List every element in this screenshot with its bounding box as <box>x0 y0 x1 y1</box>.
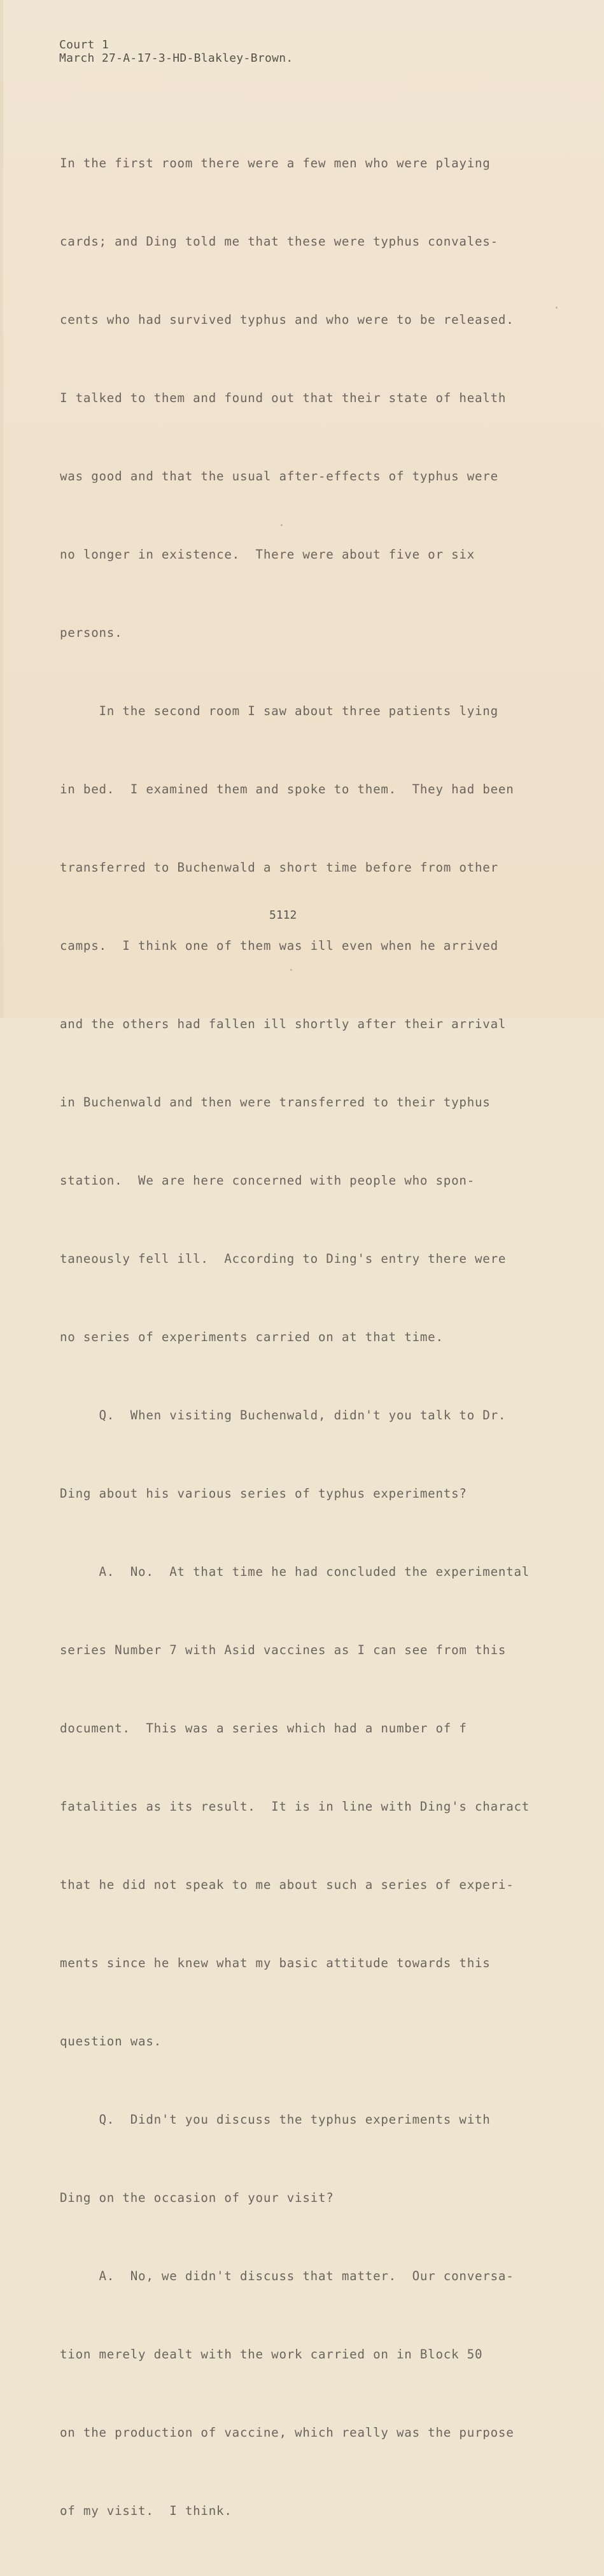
text-line: Q. Didn't you discuss the typhus experiments with <box>60 2112 491 2127</box>
text-line: station. We are here concerned with people who spon- <box>60 1173 475 1188</box>
page-number: 5112 <box>269 909 297 922</box>
text-line: In the second room I saw about three patients lying <box>60 704 498 718</box>
text-line: no longer in existence. There were about five or six <box>60 547 475 562</box>
text-line: on the production of vaccine, which really was the purpose <box>60 2425 514 2440</box>
paper-speck <box>290 969 292 971</box>
text-line: A. No. At that time he had concluded the experimental <box>60 1564 530 1579</box>
text-line: Q. When visiting Buchenwald, didn't you talk to Dr. <box>60 1408 507 1423</box>
text-line: cents who had survived typhus and who were to be released. <box>60 312 514 327</box>
text-line: was good and that the usual after-effects of typhus were <box>60 469 498 484</box>
text-line: In the first room there were a few men who were playing <box>60 156 491 171</box>
text-line: ments since he knew what my basic attitude towards this <box>60 1956 491 1970</box>
text-line: I talked to them and found out that their state of health <box>60 391 507 405</box>
text-line: and the others had fallen ill shortly after their arrival <box>60 1017 507 1031</box>
text-line: Ding about his various series of typhus experiments? <box>60 1486 467 1501</box>
text-line: A. No, we didn't discuss that matter. Our conversa- <box>60 2269 514 2283</box>
text-line: camps. I think one of them was ill even when he arrived <box>60 938 498 953</box>
text-line: tion merely dealt with the work carried on in Block 50 <box>60 2347 483 2362</box>
paper-speck <box>556 307 558 309</box>
testimony-body <box>60 98 563 2576</box>
text-line: persons. <box>60 625 123 640</box>
text-line: transferred to Buchenwald a short time before from other <box>60 860 498 875</box>
text-line: in bed. I examined them and spoke to them. They had been <box>60 782 514 797</box>
text-line: series Number 7 with Asid vaccines as I can see from this <box>60 1643 507 1657</box>
text-line: in Buchenwald and then were transferred to their typhus <box>60 1095 491 1110</box>
text-line: Ding on the occasion of your visit? <box>60 2190 334 2205</box>
text-line: no series of experiments carried on at that time. <box>60 1330 444 1344</box>
text-line: cards; and Ding told me that these were typhus convales- <box>60 234 498 249</box>
text-line: taneously fell ill. According to Ding's entry there were <box>60 1251 507 1266</box>
paper-speck <box>281 524 283 526</box>
text-line: question was. <box>60 2034 162 2049</box>
text-line: of my visit. I think. <box>60 2503 232 2518</box>
text-line: fatalities as its result. It is in line with Ding's charact <box>60 1799 530 1814</box>
court-line: Court 1 <box>59 38 109 52</box>
case-reference-line: March 27-A-17-3-HD-Blakley-Brown. <box>59 52 293 65</box>
document-header <box>59 38 293 65</box>
text-line: document. This was a series which had a number of f <box>60 1721 467 1736</box>
text-line: that he did not speak to me about such a series of experi- <box>60 1877 514 1892</box>
